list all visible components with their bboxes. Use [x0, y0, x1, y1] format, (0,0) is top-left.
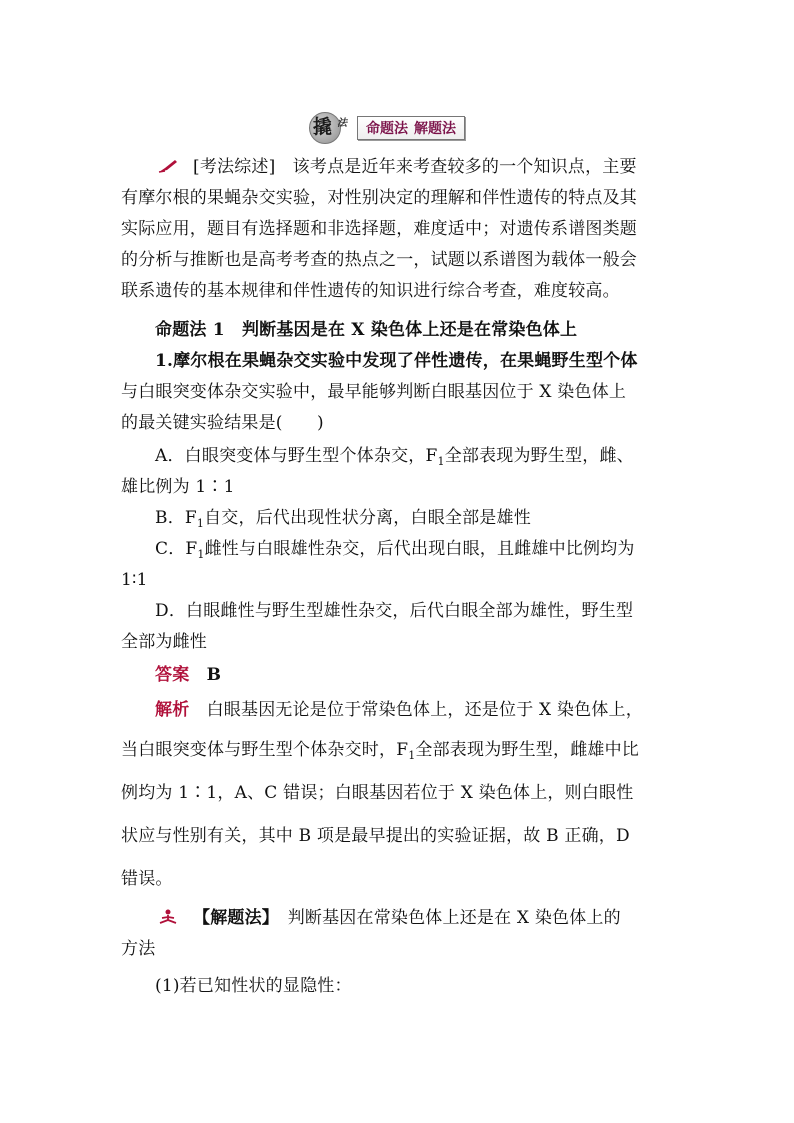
analysis-line-4: 状应与性别有关，其中 B 项是最早提出的实验证据，故 B 正确，D: [121, 826, 630, 846]
overview-text-1: 该考点是近年来考查较多的一个知识点，主要: [292, 157, 637, 177]
solve-method-text-1: 判断基因在常染色体上还是在 X 染色体上的: [287, 908, 621, 928]
subscript-1: 1: [437, 455, 445, 468]
option-a-line-2: 雄比例为 1∶1: [121, 477, 235, 497]
question-line-3: 的最关键实验结果是( ): [121, 413, 324, 433]
solve-method-item-1: (1)若已知性状的显隐性：: [155, 976, 352, 996]
solve-method-line-1: [157, 906, 621, 930]
pen-icon: [157, 158, 179, 174]
method-1-title: 命题法 1 判断基因是在 X 染色体上还是在常染色体上: [155, 320, 578, 340]
analysis-line-3: 例均为 1∶1，A、C 错误；白眼基因若位于 X 染色体上，则白眼性: [121, 783, 634, 803]
subscript-1: 1: [196, 517, 205, 530]
header-right-label: 解题法: [414, 121, 456, 137]
option-c-line-2: 1∶1: [121, 570, 148, 590]
overview-label: [考法综述]: [193, 157, 276, 177]
question-line-2: 与白眼突变体杂交实验中，最早能够判断白眼基因位于 X 染色体上: [121, 382, 627, 402]
option-a-text-post: 全部表现为野生型，雌、: [444, 446, 634, 466]
seal-tag: 法: [337, 118, 347, 129]
seal-icon: [307, 110, 347, 146]
overview-line-3: 实际应用，题目有选择题和非选择题，难度适中；对遗传系谱图类题: [121, 219, 637, 239]
analysis-text-1: 白眼基因无论是位于常染色体上，还是位于 X 染色体上，: [206, 700, 643, 720]
option-b: [155, 506, 531, 536]
solve-method-line-2: 方法: [121, 939, 156, 959]
question-line-1: [155, 349, 638, 373]
header-left-label: 命题法: [366, 121, 408, 137]
analysis-line-2: [121, 736, 639, 770]
option-c-text-post: 雌性与白眼雄性杂交，后代出现白眼，且雌雄中比例均为: [204, 539, 635, 559]
meditation-icon: [157, 909, 179, 925]
header-title-box: [357, 116, 465, 140]
analysis-label: 解析: [155, 700, 190, 720]
analysis-text-2-pre: 当白眼突变体与野生型个体杂交时，F: [121, 740, 409, 760]
analysis-line-5: 错误。: [121, 869, 173, 889]
answer-label: 答案: [155, 665, 190, 685]
option-d-line-1: D．白眼雌性与野生型雄性杂交，后代白眼全部为雄性，野生型: [155, 601, 634, 621]
analysis-line-1: [155, 696, 643, 724]
answer-value: B: [206, 665, 222, 685]
section-header-badge: [307, 110, 465, 146]
subscript-1: 1: [408, 749, 416, 762]
overview-line-5: 联系遗传的基本规律和伴性遗传的知识进行综合考查，难度较高。: [121, 281, 620, 301]
analysis-text-2-post: 全部表现为野生型，雌雄中比: [415, 740, 640, 760]
option-a-text-pre: A．白眼突变体与野生型个体杂交，F: [155, 446, 438, 466]
option-d-line-2: 全部为雌性: [121, 632, 207, 652]
subscript-1: 1: [197, 548, 205, 561]
solve-method-label: 【解题法】: [193, 908, 271, 928]
option-b-text-pre: B．F: [155, 508, 197, 528]
overview-line-2: 有摩尔根的果蝇杂交实验，对性别决定的理解和伴性遗传的特点及其: [121, 188, 637, 208]
option-b-text-post: 自交，后代出现性状分离，白眼全部是雄性: [204, 508, 531, 528]
option-c-text-pre: C．F: [155, 539, 198, 559]
seal-glyph: 撬: [313, 116, 333, 138]
overview-line-1: [157, 155, 637, 179]
question-text-1: 1.摩尔根在果蝇杂交实验中发现了伴性遗传，在果蝇野生型个体: [155, 351, 638, 371]
option-c-line-1: [155, 537, 635, 567]
option-a-line-1: [155, 444, 634, 474]
overview-line-4: 的分析与推断也是高考考查的热点之一，试题以系谱图为载体一般会: [121, 250, 637, 270]
answer-line: [155, 663, 221, 687]
